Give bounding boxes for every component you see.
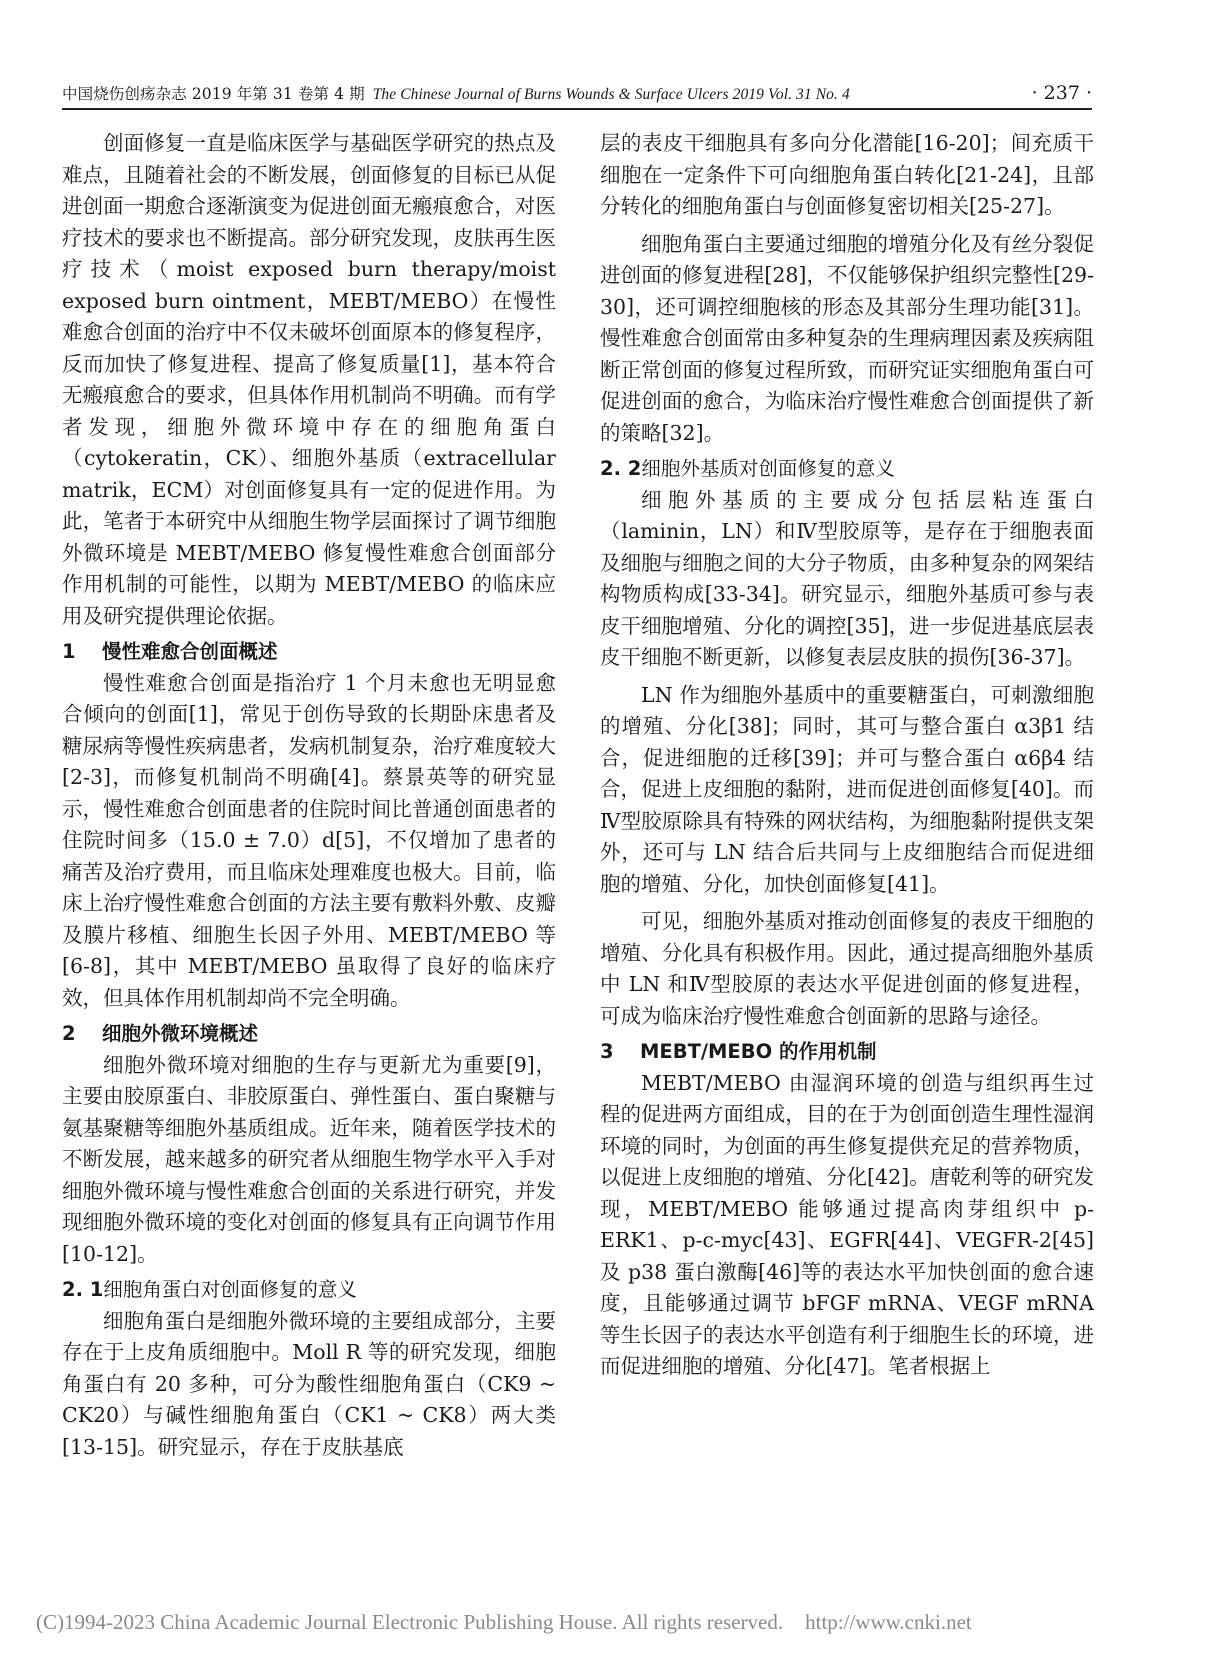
copyright-watermark <box>36 1610 1196 1635</box>
running-header <box>62 80 1092 110</box>
section-number: 2. 2 <box>600 457 642 480</box>
section-2-heading <box>62 1018 556 1050</box>
section-1-paragraph: 慢性难愈合创面是指治疗 1 个月未愈也无明显愈合倾向的创面[1]，常见于创伤导致的长期卧床患者及糖尿病等慢性疾病患者，发病机制复杂，治疗难度较大[2-3]，而修复机制尚不明确[4]。蔡景英等的研究显示，慢性难愈合创面患者的住院时间比普通创面患者的住院时间多（15.0 ± 7.0）d[5]，不仅增加了患者的痛苦及治疗费用，而且临床处理难度也极大。目前，临床上治疗慢性难愈合创面的方法主要有敷料外敷、皮瓣及膜片移植、细胞生长因子外用、MEBT/MEBO 等[6-8]，其中 MEBT/MEBO 虽取得了良好的临床疗效，但具体作用机制却尚不完全明确。 <box>62 670 556 1010</box>
section-title: 细胞外基质对创面修复的意义 <box>641 457 895 480</box>
journal-title-cn: 中国烧伤创疡杂志 2019 年第 31 卷第 4 期 <box>62 85 365 103</box>
section-1-heading <box>62 636 556 668</box>
continued-paragraph: 层的表皮干细胞具有多向分化潜能[16-20]；间充质干细胞在一定条件下可向细胞角蛋白转化[21-24]，且部分转化的细胞角蛋白与创面修复密切相关[25-27]。 <box>600 131 1094 218</box>
section-number: 2. 1 <box>62 1278 104 1301</box>
section-2-2-paragraph-1: 细胞外基质的主要成分包括层粘连蛋白（laminin，LN）和Ⅳ型胶原等，是存在于细胞表面及细胞与细胞之间的大分子物质，由多种复杂的网架结构物质构成[33-34]。研究显示，细胞外基质可参与表皮干细胞增殖、分化的调控[35]，进一步促进基底层表皮干细胞不断更新，以修复表层皮肤的损伤[36-37]。 <box>600 487 1094 669</box>
journal-citation <box>62 82 850 104</box>
section-2-2-heading <box>600 453 1094 485</box>
copyright-text: (C)1994-2023 China Academic Journal Electronic Publishing House. All rights reserved. <box>36 1610 784 1634</box>
section-2-1-heading <box>62 1274 556 1306</box>
section-title: 细胞外微环境概述 <box>102 1022 259 1045</box>
section-title: 慢性难愈合创面概述 <box>102 640 278 663</box>
intro-paragraph: 创面修复一直是临床医学与基础医学研究的热点及难点，且随着社会的不断发展，创面修复的目标已从促进创面一期愈合逐渐演变为促进创面无瘢痕愈合，对医疗技术的要求也不断提高。部分研究发现，皮肤再生医疗技术（moist exposed burn therapy/moist exposed burn ointment，MEBT/MEBO）在慢性难愈合创面的治疗中不仅未破坏创面原本的修复程序，反而加快了修复进程、提高了修复质量[1]，基本符合无瘢痕愈合的要求，但具体作用机制尚不明确。而有学者发现，细胞外微环境中存在的细胞角蛋白（cytokeratin，CK）、细胞外基质（extracellular matrik，ECM）对创面修复具有一定的促进作用。为此，笔者于本研究中从细胞生物学层面探讨了调节细胞外微环境是 MEBT/MEBO 修复慢性难愈合创面部分作用机制的可能性，以期为 MEBT/MEBO 的临床应用及研究提供理论依据。 <box>62 131 556 628</box>
section-2-1-paragraph: 细胞角蛋白是细胞外微环境的主要组成部分，主要存在于上皮角质细胞中。Moll R 等的研究发现，细胞角蛋白有 20 多种，可分为酸性细胞角蛋白（CK9 ~ CK20）与碱性细胞角蛋白（CK1 ~ CK8）两大类[13-15]。研究显示，存在于皮肤基底 <box>62 1308 556 1459</box>
right-column <box>600 128 1094 1383</box>
section-2-2-paragraph-3: 可见，细胞外基质对推动创面修复的表皮干细胞的增殖、分化具有积极作用。因此，通过提高细胞外基质中 LN 和Ⅳ型胶原的表达水平促进创面的修复进程，可成为临床治疗慢性难愈合创面新的思路与途径。 <box>600 909 1094 1028</box>
section-title: MEBT/MEBO 的作用机制 <box>640 1040 877 1063</box>
section-2-paragraph: 细胞外微环境对细胞的生存与更新尤为重要[9]，主要由胶原蛋白、非胶原蛋白、弹性蛋白、蛋白聚糖与氨基聚糖等细胞外基质组成。近年来，随着医学技术的不断发展，越来越多的研究者从细胞生物学水平入手对细胞外微环境与慢性难愈合创面的关系进行研究，并发现细胞外微环境的变化对创面的修复具有正向调节作用[10-12]。 <box>62 1052 556 1266</box>
cnki-url: http://www.cnki.net <box>805 1610 972 1634</box>
section-title: 细胞角蛋白对创面修复的意义 <box>103 1278 357 1301</box>
section-2-2-paragraph-2: LN 作为细胞外基质中的重要糖蛋白，可刺激细胞的增殖、分化[38]；同时，其可与整合蛋白 α3β1 结合，促进细胞的迁移[39]；并可与整合蛋白 α6β4 结合，促进上皮细胞的黏附，进而促进创面修复[40]。而Ⅳ型胶原除具有特殊的网状结构，为细胞黏附提供支架外，还可与 LN 结合后共同与上皮细胞结合而促进细胞的增殖、分化，加快创面修复[41]。 <box>600 682 1094 896</box>
journal-title-en: The Chinese Journal of Burns Wounds & Surface Ulcers 2019 Vol. 31 No. 4 <box>372 86 850 103</box>
section-number: 2 <box>62 1022 76 1045</box>
section-number: 1 <box>62 640 76 663</box>
section-3-heading <box>600 1036 1094 1068</box>
section-3-paragraph: MEBT/MEBO 由湿润环境的创造与组织再生过程的促进两方面组成，目的在于为创面创造生理性湿润环境的同时，为创面的再生修复提供充足的营养物质，以促进上皮细胞的增殖、分化[42]。唐乾利等的研究发现，MEBT/MEBO 能够通过提高肉芽组织中 p-ERK1、p-c-myc[43]、EGFR[44]、VEGFR-2[45]及 p38 蛋白激酶[46]等的表达水平加快创面的愈合速度，且能够通过调节 bFGF mRNA、VEGF mRNA 等生长因子的表达水平创造有利于细胞生长的环境，进而促进细胞的增殖、分化[47]。笔者根据上 <box>600 1070 1094 1378</box>
left-column <box>62 128 556 1463</box>
cytokeratin-paragraph: 细胞角蛋白主要通过细胞的增殖分化及有丝分裂促进创面的修复进程[28]，不仅能够保护组织完整性[29-30]，还可调控细胞核的形态及其部分生理功能[31]。慢性难愈合创面常由多种复杂的生理病理因素及疾病阻断正常创面的修复过程所致，而研究证实细胞角蛋白可促进创面的愈合，为临床治疗慢性难愈合创面提供了新的策略[32]。 <box>600 231 1094 445</box>
page-number: · 237 · <box>1031 82 1092 104</box>
section-number: 3 <box>600 1040 614 1063</box>
